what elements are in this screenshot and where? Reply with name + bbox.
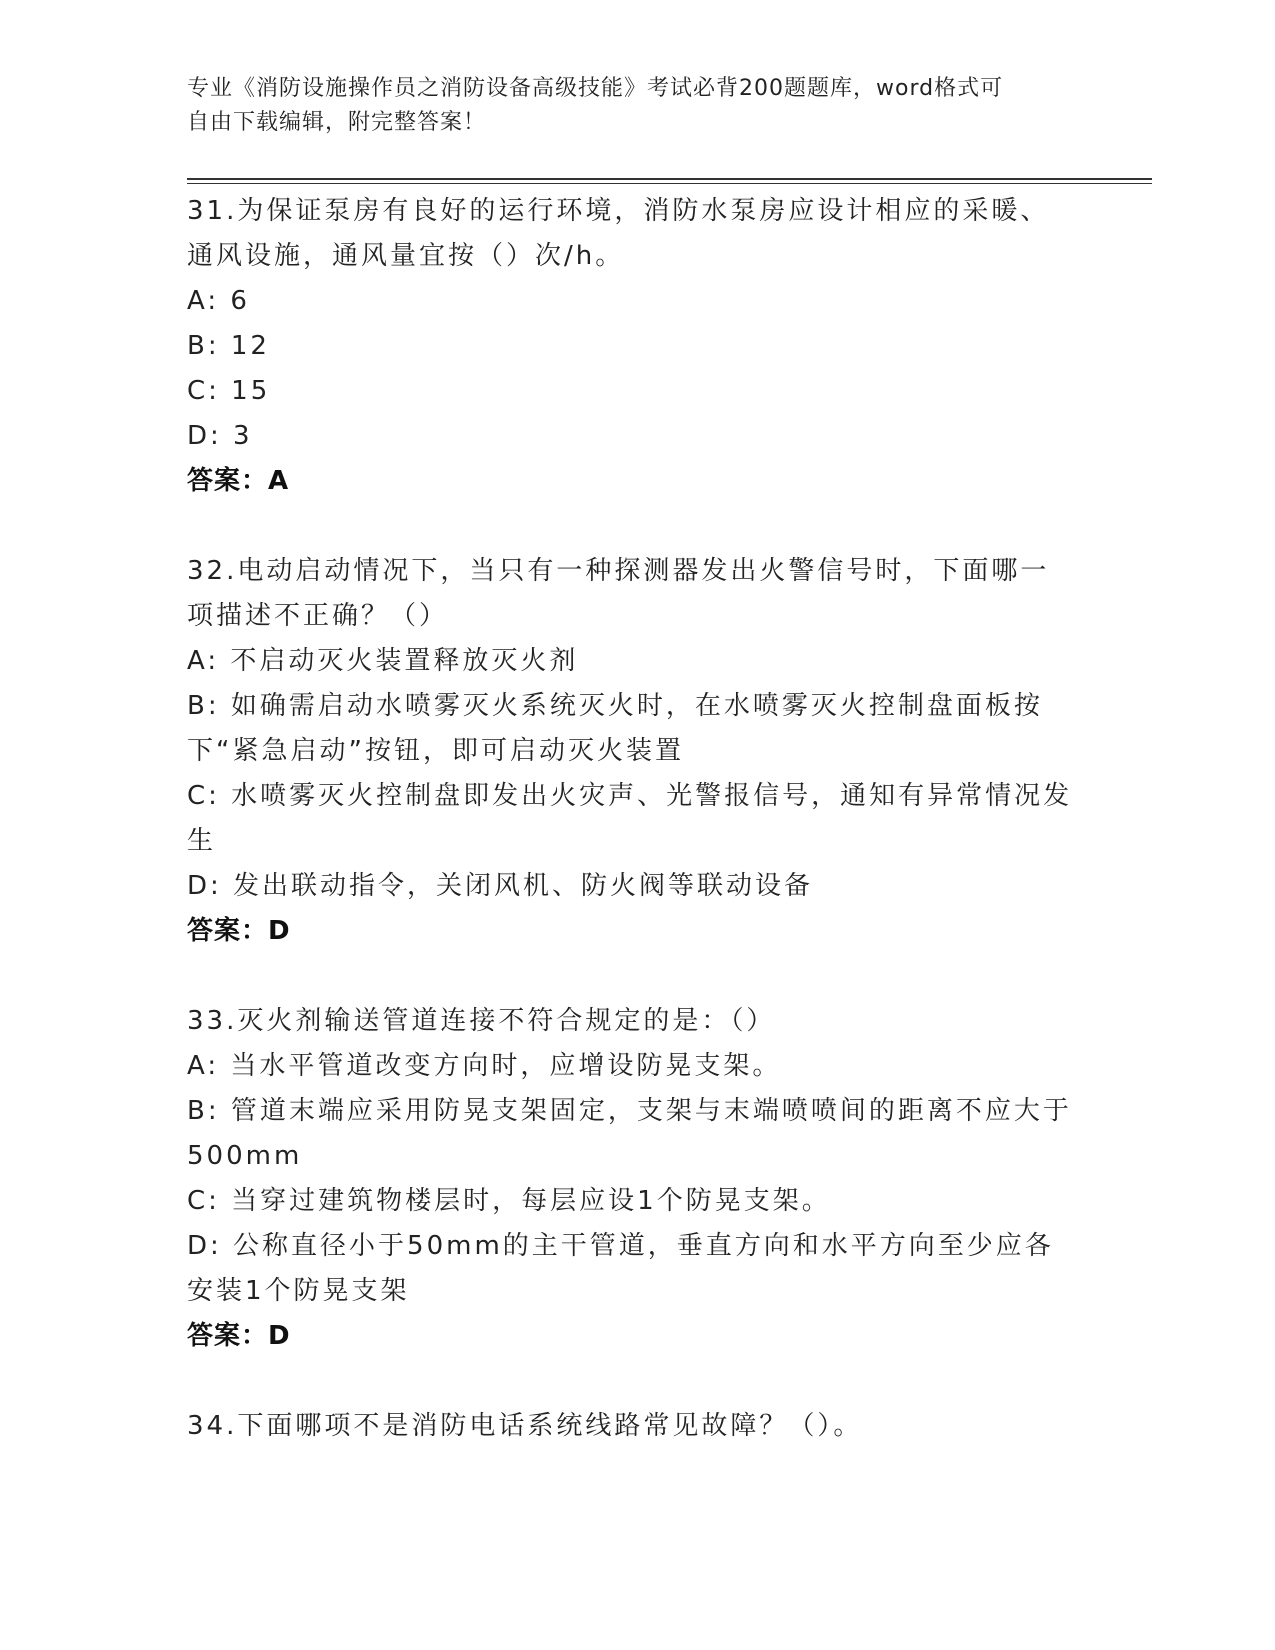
answer-label: 答案：D (187, 1321, 291, 1351)
question-31 (187, 189, 1077, 504)
option-d: D: 发出联动指令，关闭风机、防火阀等联动设备 (187, 871, 814, 901)
question-stem: 34.下面哪项不是消防电话系统线路常见故障？（）。 (187, 1411, 863, 1441)
question-stem: 33.灭火剂输送管道连接不符合规定的是：（） (187, 1006, 776, 1036)
header-line-2: 自由下载编辑，附完整答案！ (187, 110, 487, 135)
question-stem: 31.为保证泵房有良好的运行环境，消防水泵房应设计相应的采暖、通风设施，通风量宜按（）次/h。 (187, 196, 1050, 271)
option-a: A: 当水平管道改变方向时，应增设防晃支架。 (187, 1051, 782, 1081)
question-34 (187, 1404, 1077, 1449)
header-divider-thick (187, 178, 1152, 180)
header-divider-thin (187, 183, 1152, 184)
option-c: C: 当穿过建筑物楼层时，每层应设1个防晃支架。 (187, 1186, 831, 1216)
answer-label: 答案：D (187, 916, 291, 946)
option-d: D: 3 (187, 421, 253, 451)
document-header (187, 72, 1067, 140)
question-stem: 32.电动启动情况下，当只有一种探测器发出火警信号时，下面哪一项描述不正确？（） (187, 556, 1050, 631)
option-a: A: 6 (187, 286, 250, 316)
option-b: B: 12 (187, 331, 270, 361)
question-32 (187, 549, 1077, 954)
option-a: A: 不启动灭火装置释放灭火剂 (187, 646, 579, 676)
header-line-1: 专业《消防设施操作员之消防设备高级技能》考试必背200题题库，word格式可 (187, 76, 1004, 101)
option-d: D: 公称直径小于50mm的主干管道，垂直方向和水平方向至少应各安装1个防晃支架 (187, 1231, 1054, 1306)
option-c: C: 水喷雾灭火控制盘即发出火灾声、光警报信号，通知有异常情况发生 (187, 781, 1073, 856)
option-b: B: 管道末端应采用防晃支架固定，支架与末端喷喷间的距离不应大于500mm (187, 1096, 1072, 1171)
answer-label: 答案：A (187, 466, 290, 496)
option-c: C: 15 (187, 376, 271, 406)
question-list (187, 189, 1077, 1449)
option-b: B: 如确需启动水喷雾灭火系统灭火时，在水喷雾灭火控制盘面板按下“紧急启动”按钮，即可启动灭火装置 (187, 691, 1043, 766)
question-33 (187, 999, 1077, 1359)
